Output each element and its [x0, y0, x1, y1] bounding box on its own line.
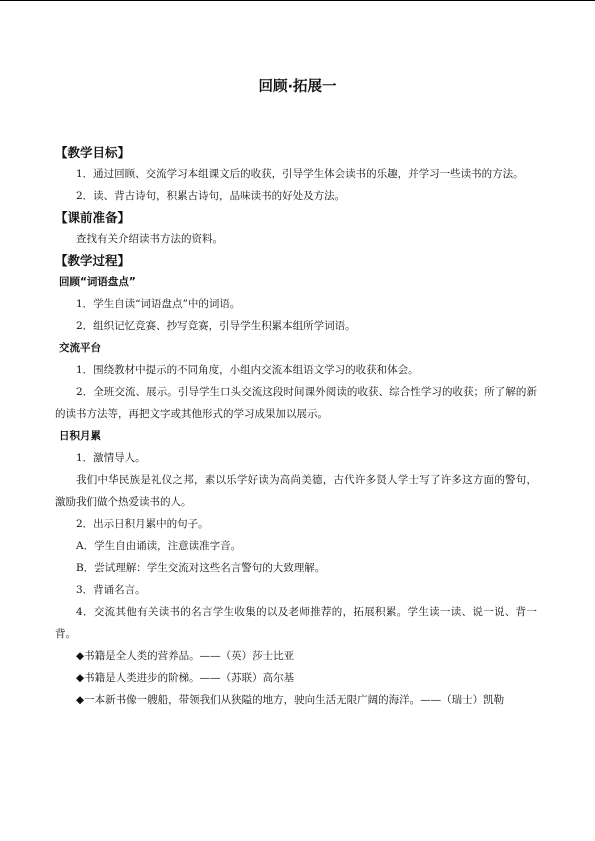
- paragraph: 1．围绕教材中提示的不同角度，小组内交流本组语文学习的收获和体会。: [76, 364, 419, 376]
- paragraph: 2．读、背古诗句，积累古诗句，品味读书的好处及方法。: [76, 190, 346, 202]
- paragraph: 2．全班交流、展示。引导学生口头交流这段时间课外阅读的收获、综合性学习的收获；所了解的新的读书方法等，再把文字或其他形式的学习成果加以展示。: [55, 386, 537, 420]
- section-heading-preparation: 【课前准备】: [55, 210, 131, 225]
- paragraph: 2．组织记忆竞赛、抄写竞赛，引导学生积累本组所学词语。: [76, 320, 356, 332]
- section-heading-process: 【教学过程】: [55, 253, 131, 268]
- header-rule: [0, 0, 595, 1]
- section-heading-goals: 【教学目标】: [55, 145, 131, 160]
- paragraph: 1．通过回顾、交流学习本组课文后的收获，引导学生体会读书的乐趣，并学习一些读书的方法。: [76, 168, 524, 180]
- paragraph: 2．出示日积月累中的句子。: [76, 518, 209, 530]
- paragraph: 4．交流其他有关读书的名言学生收集的以及老师推荐的，拓展积累。学生读一读、说一说、背一背。: [55, 606, 537, 640]
- page-title: 回顾·拓展一: [258, 79, 337, 95]
- paragraph: A．学生自由诵读，注意读准字音。: [76, 540, 242, 552]
- paragraph: 查找有关介绍读书方法的资料。: [76, 233, 223, 245]
- quote-item: ◆一本新书像一艘船，带领我们从狭隘的地方，驶向生活无限广阔的海洋。——（瑞士）凯勒: [76, 694, 505, 706]
- subheading-review: 回顾“词语盘点”: [59, 276, 136, 288]
- subheading-exchange: 交流平台: [59, 342, 101, 354]
- quote-item: ◆书籍是全人类的营养品。——（英）莎士比亚: [76, 650, 295, 662]
- paragraph: 1．学生自读“词语盘点”中的词语。: [76, 298, 241, 310]
- document-body: [55, 142, 537, 711]
- paragraph: 我们中华民族是礼仪之邦，素以乐学好读为高尚美德，古代许多贤人学士写了许多这方面的警句，激励我们做个热爱读书的人。: [55, 474, 537, 508]
- quote-item: ◆书籍是人类进步的阶梯。——（苏联）高尔基: [76, 672, 295, 684]
- paragraph: 3．背诵名言。: [76, 584, 146, 596]
- paragraph: B．尝试理解：学生交流对这些名言警句的大致理解。: [76, 562, 326, 574]
- subheading-accumulation: 日积月累: [59, 430, 101, 442]
- paragraph: 1．激情导人。: [76, 452, 146, 464]
